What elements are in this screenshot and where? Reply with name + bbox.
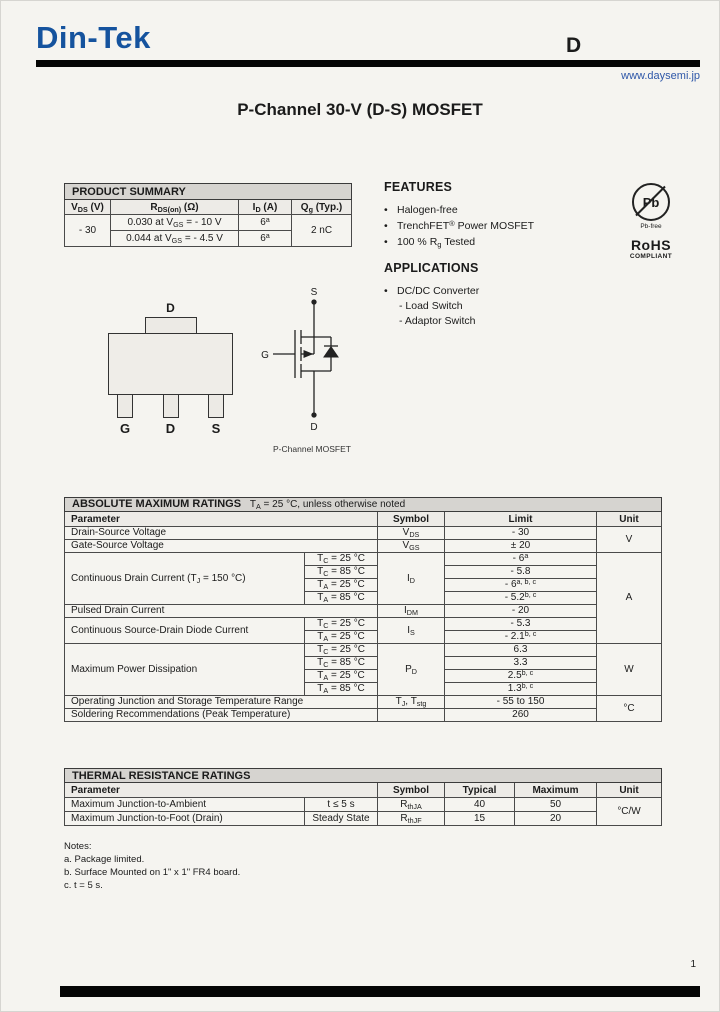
amr-cond: $T_C = 25$ °C [305, 644, 378, 657]
notes-section [64, 840, 240, 892]
pin-label-drain: D [165, 421, 176, 436]
brand-logo: Din-Tek [36, 20, 151, 55]
package-legs [108, 395, 233, 418]
feature-text: Halogen-free [397, 204, 458, 216]
table-header-row [65, 200, 352, 215]
amr-title-bar [65, 498, 662, 512]
amr-cond: $T_A = 85$ °C [305, 592, 378, 605]
amr-limit: 1.3$^{b, c}$ [445, 683, 597, 696]
thermal-typical: 15 [445, 812, 515, 826]
mosfet-schematic-icon [257, 286, 367, 436]
table-row [65, 644, 662, 657]
amr-unit: °C [597, 696, 662, 722]
ps-header-vds: $V_{DS}$ (V) [65, 200, 111, 215]
body-arrow [304, 351, 312, 358]
table-title-row [65, 184, 352, 200]
body-diode [314, 337, 338, 371]
page-title: P-Channel 30-V (D-S) MOSFET [237, 100, 483, 119]
features-title: FEATURES [384, 180, 453, 194]
package-pin-labels [108, 421, 233, 436]
thermal-header-unit: Unit [597, 783, 662, 798]
part-number: D [566, 34, 582, 57]
amr-cond: $T_A = 25$ °C [305, 670, 378, 683]
pin-label-source: S [211, 421, 221, 436]
package-tab [145, 317, 197, 333]
thermal-title-bar [65, 769, 662, 783]
amr-symbol [378, 709, 445, 722]
feature-item [384, 202, 614, 218]
feature-text: 100 % $R_g$ Tested [397, 236, 476, 249]
amr-condition: $T_A = 25$ °C, unless otherwise noted [249, 499, 406, 511]
amr-param: Continuous Drain Current ($T_J = 150$ °C) [65, 553, 305, 605]
product-summary-table [64, 183, 352, 247]
amr-cond: $T_A = 25$ °C [305, 579, 378, 592]
pin-label-gate: G [119, 421, 131, 436]
thermal-header-parameter: Parameter [65, 783, 378, 798]
ps-header-rds: $R_{DS(on)}$ (Ω) [111, 200, 239, 215]
amr-symbol: $T_J$, $T_{stg}$ [378, 696, 445, 709]
package-body [108, 333, 233, 395]
amr-limit: 260 [445, 709, 597, 722]
table-row [65, 812, 662, 826]
table-header-row [65, 512, 662, 527]
thermal-header-symbol: Symbol [378, 783, 445, 798]
bullet-icon: • [384, 236, 388, 248]
applications-title: APPLICATIONS [384, 261, 479, 275]
amr-param: Maximum Power Dissipation [65, 644, 305, 696]
table-row [65, 605, 662, 618]
amr-symbol: $P_D$ [378, 644, 445, 696]
amr-param: Pulsed Drain Current [65, 605, 378, 618]
amr-header-symbol: Symbol [378, 512, 445, 527]
thermal-typical: 40 [445, 798, 515, 812]
pb-free-text: Pb [642, 194, 660, 210]
ps-header-qg: $Q_g$ (Typ.) [292, 200, 352, 215]
amr-symbol: $V_{DS}$ [378, 527, 445, 540]
thermal-cond: t ≤ 5 s [305, 798, 378, 812]
thermal-param: Maximum Junction-to-Foot (Drain) [65, 812, 305, 826]
amr-limit: - 20 [445, 605, 597, 618]
amr-cond: $T_C = 85$ °C [305, 657, 378, 670]
pb-free-icon [632, 183, 670, 221]
product-summary-title-bar [65, 184, 352, 200]
amr-unit: W [597, 644, 662, 696]
amr-limit: - 2.1$^{b, c}$ [445, 631, 597, 644]
amr-limit: - 6$^{a, b, c}$ [445, 579, 597, 592]
table-row [65, 798, 662, 812]
schematic-caption: P-Channel MOSFET [273, 444, 351, 454]
amr-param: Continuous Source-Drain Diode Current [65, 618, 305, 644]
amr-param: Soldering Recommendations (Peak Temperature) [65, 709, 378, 722]
application-text: DC/DC Converter [397, 285, 480, 297]
amr-limit: - 5.3 [445, 618, 597, 631]
ps-id-value-2: 6$^a$ [239, 231, 292, 247]
amr-cond: $T_C = 25$ °C [305, 618, 378, 631]
feature-item [384, 234, 614, 250]
amr-header-limit: Limit [445, 512, 597, 527]
thermal-symbol: $R_{thJF}$ [378, 812, 445, 826]
application-sub-item: - Adaptor Switch [399, 315, 476, 327]
schematic-drain-label: D [310, 422, 318, 433]
package-drain-label: D [166, 301, 175, 315]
amr-param: Drain-Source Voltage [65, 527, 378, 540]
package-drawing [108, 301, 233, 436]
table-row [65, 553, 662, 566]
compliance-badges [617, 183, 685, 260]
application-sub-item: - Load Switch [399, 300, 463, 312]
table-title-row [65, 498, 662, 512]
thermal-maximum: 50 [515, 798, 597, 812]
amr-symbol: $I_S$ [378, 618, 445, 644]
table-row [65, 618, 662, 631]
amr-symbol: $I_{DM}$ [378, 605, 445, 618]
ps-vds-value: - 30 [65, 215, 111, 247]
amr-limit: - 5.2$^{b, c}$ [445, 592, 597, 605]
note-a: a. Package limited. [64, 854, 145, 865]
amr-param: Gate-Source Voltage [65, 540, 378, 553]
table-row [65, 540, 662, 553]
bullet-icon: • [384, 220, 388, 232]
thermal-symbol: $R_{thJA}$ [378, 798, 445, 812]
website-link[interactable]: www.daysemi.jp [621, 70, 700, 82]
amr-cond: $T_A = 85$ °C [305, 683, 378, 696]
feature-item [384, 218, 614, 234]
table-row [65, 696, 662, 709]
schematic-source-label: S [310, 287, 318, 298]
amr-title: ABSOLUTE MAXIMUM RATINGS [72, 498, 242, 510]
amr-limit: - 6$^a$ [445, 553, 597, 566]
thermal-header-maximum: Maximum [515, 783, 597, 798]
thermal-maximum: 20 [515, 812, 597, 826]
thermal-header-typical: Typical [445, 783, 515, 798]
rohs-compliant-label: COMPLIANT [629, 253, 673, 260]
features-section [384, 180, 614, 250]
amr-symbol: $I_D$ [378, 553, 445, 605]
ps-rds-value-2: 0.044 at $V_{GS}$ = - 4.5 V [111, 231, 239, 247]
amr-cond: $T_A = 25$ °C [305, 631, 378, 644]
amr-param: Operating Junction and Storage Temperature Range [65, 696, 378, 709]
thermal-title: THERMAL RESISTANCE RATINGS [72, 769, 251, 782]
thermal-cond: Steady State [305, 812, 378, 826]
amr-limit: 3.3 [445, 657, 597, 670]
table-row [65, 709, 662, 722]
amr-limit: - 55 to 150 [445, 696, 597, 709]
amr-limit: 6.3 [445, 644, 597, 657]
thermal-resistance-table [64, 768, 662, 826]
table-row [65, 215, 352, 231]
ps-qg-value: 2 nC [292, 215, 352, 247]
thermal-param: Maximum Junction-to-Ambient [65, 798, 305, 812]
table-header-row [65, 783, 662, 798]
ps-id-value-1: 6$^a$ [239, 215, 292, 231]
package-leg [163, 395, 179, 418]
package-leg [208, 395, 224, 418]
bullet-icon: • [384, 204, 388, 216]
rohs-label: RoHS [630, 237, 672, 253]
amr-header-unit: Unit [597, 512, 662, 527]
table-row [65, 527, 662, 540]
table-title-row [65, 769, 662, 783]
footer-rule [60, 986, 700, 997]
feature-text: TrenchFET® Power MOSFET [397, 218, 535, 232]
notes-title: Notes: [64, 841, 92, 852]
pb-free-caption: Pb-free [640, 223, 662, 230]
product-summary-title: PRODUCT SUMMARY [72, 185, 186, 198]
note-c: c. t = 5 s. [64, 880, 103, 891]
ps-header-id: $I_D$ (A) [239, 200, 292, 215]
package-leg [117, 395, 133, 418]
bullet-icon: • [384, 285, 388, 297]
amr-cond: $T_C = 25$ °C [305, 553, 378, 566]
amr-limit: 2.5$^{b, c}$ [445, 670, 597, 683]
amr-cond: $T_C = 85$ °C [305, 566, 378, 579]
page-number: 1 [690, 959, 696, 970]
amr-unit: V [597, 527, 662, 553]
ps-rds-value-1: 0.030 at $V_{GS}$ = - 10 V [111, 215, 239, 231]
absolute-maximum-ratings-table [64, 497, 662, 722]
amr-unit: A [597, 553, 662, 644]
amr-limit: - 30 [445, 527, 597, 540]
thermal-unit: °C/W [597, 798, 662, 826]
amr-limit: - 5.8 [445, 566, 597, 579]
amr-symbol: $V_{GS}$ [378, 540, 445, 553]
amr-limit: ± 20 [445, 540, 597, 553]
application-item [384, 283, 614, 299]
note-b: b. Surface Mounted on 1" x 1" FR4 board. [64, 867, 241, 878]
header-rule [36, 60, 700, 67]
amr-header-parameter: Parameter [65, 512, 378, 527]
applications-section [384, 261, 614, 329]
schematic-gate-label: G [261, 350, 269, 361]
